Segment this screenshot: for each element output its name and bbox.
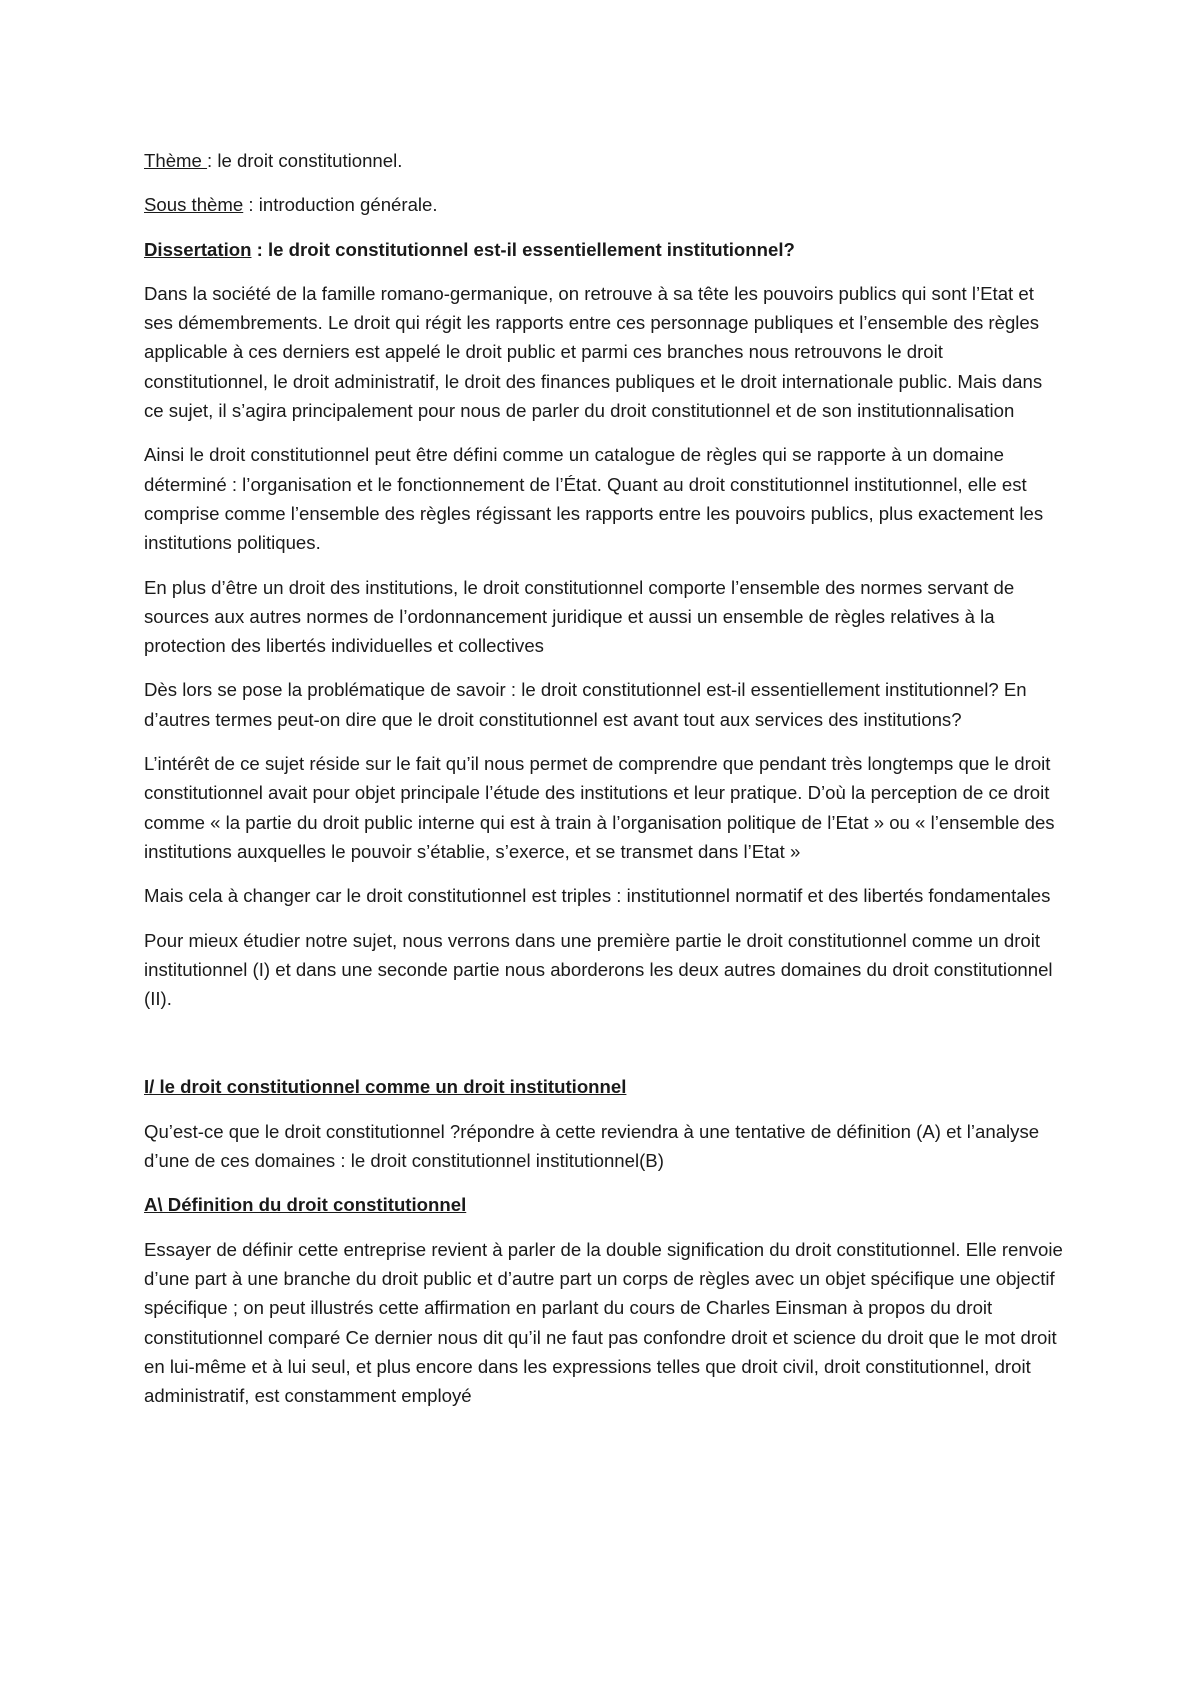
theme-separator: : [207, 150, 218, 171]
sous-theme-label: Sous thème [144, 194, 244, 216]
part-1-heading: I/ le droit constitutionnel comme un droit institutionnel [144, 1076, 627, 1098]
subsection-a-heading: A\ Définition du droit constitutionnel [144, 1194, 467, 1216]
intro-paragraph: En plus d’être un droit des institutions, le droit constitutionnel comporte l’ensemble des normes servant de sources aux autres normes de l’ordonnancement juridique et aussi un ensemble de règles relatives à la protection des libertés individuelles et collectives [144, 576, 1015, 657]
problematique-paragraph: Dès lors se pose la problématique de savoir : le droit constitutionnel est-il essentiellement institutionnel? En d’autres termes peut-on dire que le droit constitutionnel est avant tout aux services des institutions? [144, 679, 1027, 730]
dissertation-line [144, 235, 1064, 264]
subsection-a-body: Essayer de définir cette entreprise revient à parler de la double signification du droit constitutionnel. Elle renvoie d’une part à une branche du droit public et d’autre part un corps de règles avec un objet spécifique une objectif spécifique ; on peut illustrés cette affirmation en parlant du cours de Charles Einsman à propos du droit constitutionnel comparé Ce dernier nous dit qu’il ne faut pas confondre droit et science du droit que le mot droit en lui-même et à lui seul, et plus encore dans les expressions telles que droit civil, droit constitutionnel, droit administratif, est constamment employé [144, 1238, 1063, 1407]
intro-paragraph: Dans la société de la famille romano-germanique, on retrouve à sa tête les pouvoirs publics qui sont l’Etat et ses démembrements. Le droit qui régit les rapports entre ces personnage publiques et l’ensemble des règles applicable à ces derniers est appelé le droit public et parmi ces branches nous retrouvons le droit constitutionnel, le droit administratif, le droit des finances publiques et le droit internationale public. Mais dans ce sujet, il s’agira principalement pour nous de parler du droit constitutionnel et de son institutionnalisation [144, 282, 1043, 422]
dissertation-separator: : [251, 238, 268, 260]
dissertation-label: Dissertation [144, 238, 252, 260]
sous-theme-separator: : [243, 194, 259, 216]
interet-paragraph: L’intérêt de ce sujet réside sur le fait qu’il nous permet de comprendre que pendant très longtemps que le droit constitutionnel avait pour objet principale l’étude des institutions et leur pratique. D’où la perception de ce droit comme « la partie du droit public interne qui est à train à l’organisation politique de l’Etat » ou « l’ensemble des institutions auxquelles le pouvoir s’établie, s’exerce, et se transmet dans l’Etat » [144, 753, 1055, 862]
intro-paragraph: Mais cela à changer car le droit constitutionnel est triples : institutionnel normatif et des libertés fondamentales [144, 885, 1051, 907]
dissertation-question: le droit constitutionnel est-il essentiellement institutionnel? [268, 238, 795, 260]
theme-value: le droit constitutionnel. [217, 150, 403, 171]
sous-theme-value: introduction générale. [258, 194, 438, 216]
intro-paragraph: Ainsi le droit constitutionnel peut être défini comme un catalogue de règles qui se rapporte à un domaine déterminé : l’organisation et le fonctionnement de l’État. Quant au droit constitutionnel institutionnel, elle est comprise comme l’ensemble des règles régissant les rapports entre les pouvoirs publics, plus exactement les institutions politiques. [144, 444, 1044, 554]
document-page [144, 146, 1064, 1425]
theme-label: Thème [144, 150, 208, 171]
plan-paragraph: Pour mieux étudier notre sujet, nous verrons dans une première partie le droit constitutionnel comme un droit institutionnel (I) et dans une seconde partie nous aborderons les deux autres domaines du droit constitutionnel (II). [144, 929, 1053, 1010]
sous-theme-line [144, 190, 1064, 219]
part-1-intro: Qu’est-ce que le droit constitutionnel ?répondre à cette reviendra à une tentative de définition (A) et l’analyse d’une de ces domaines : le droit constitutionnel institutionnel(B) [144, 1120, 1040, 1172]
section-spacer [144, 1028, 1064, 1072]
theme-line [144, 146, 1064, 175]
